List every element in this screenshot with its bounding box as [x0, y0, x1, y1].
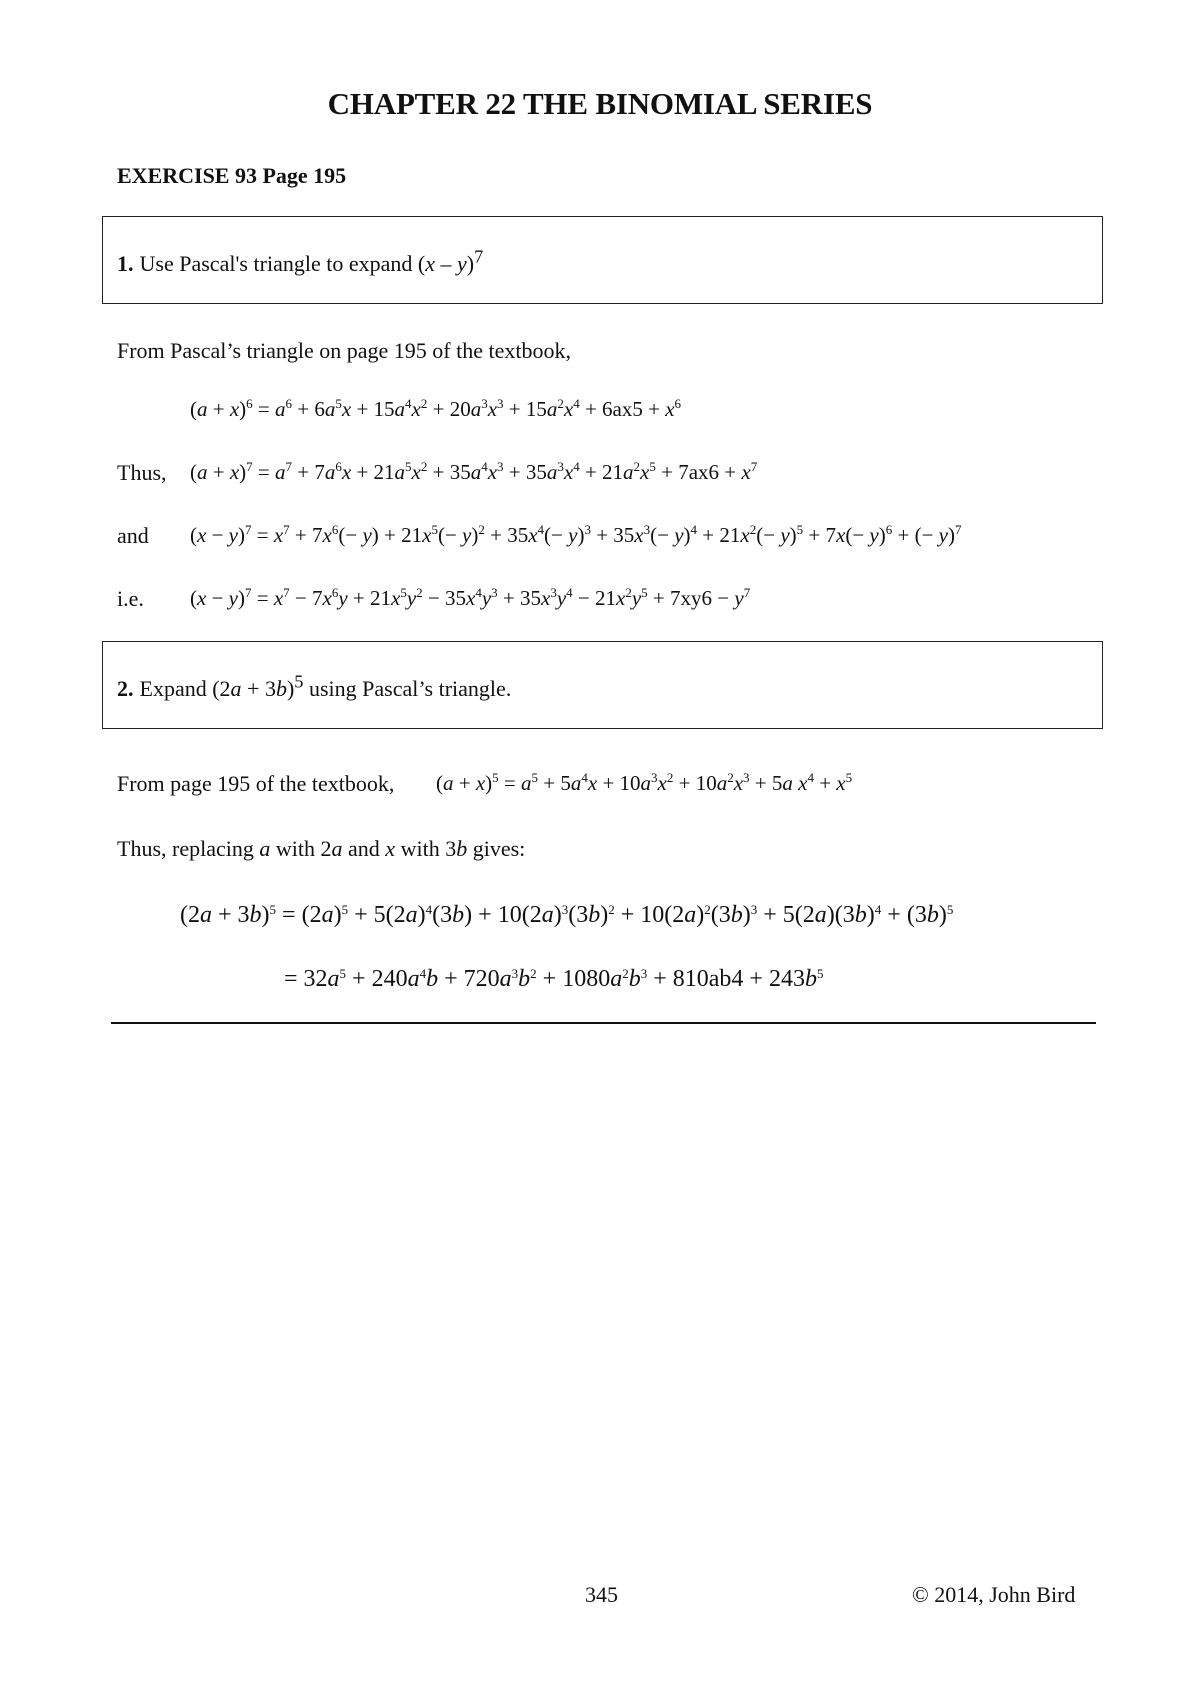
end-rule [111, 1022, 1096, 1024]
question-1-box [102, 216, 1103, 304]
equation-a-plus-x-5: $(a + x)^5 = a^5 + 5a^4x + 10a^3x^2 + 10a^2x^3 + 5a$ $x^4 + x^5$ [436, 770, 853, 795]
chapter-title: CHAPTER 22 THE BINOMIAL SERIES [327, 86, 873, 121]
question-number: 2. [117, 676, 134, 702]
exercise-label: EXERCISE 93 Page 195 [117, 163, 347, 188]
question-number: 1. [117, 251, 134, 277]
equation-x-minus-y-7-expanded: $(x - y)^7 = x^7 + 7x^6(- y) + 21x^5(- y)^2 + 35x^4(- y)^3 + 35x^3(- y)^4 + 21x^2(- y)^5 + 7x(- y)^6$ + (− y)$^7$ [190, 522, 962, 547]
label-thus: Thus, [117, 460, 167, 485]
equation-a-plus-x-6: $(a + x)^6 = a^6 + 6a^5x + 15a^4x^2 + 20a^3x^3 + 15a^2x^4 + 6ax5 + x^6$ [190, 396, 682, 421]
question-1-text [117, 247, 483, 277]
equation-x-minus-y-7-result: $(x - y)^7 = x^7 - 7x^6y + 21x^5y^2 - 35x^4y^3 + 35x^3y^4 - 21x^2y^5 + 7xy6 - y^7$ [190, 585, 751, 610]
label-and: and [117, 523, 149, 548]
solution-1-intro: From Pascal’s triangle on page 195 of the textbook, [117, 338, 571, 363]
equation-2a-plus-3b-5-result: = $32a^5 + 240a^4b + 720a^3b^2 + 1080a^2b^3 + 810ab4 + 243b^5$ [284, 966, 824, 992]
page-number: 345 [585, 1582, 618, 1607]
label-ie: i.e. [117, 586, 144, 611]
equation-a-plus-x-7: $(a + x)^7 = a^7 + 7a^6x + 21a^5x^2 + 35a^4x^3 + 35a^3x^4 + 21a^2x^5 + 7ax6 + x^7$ [190, 459, 758, 484]
question-2-text [117, 672, 511, 702]
question-2-box [102, 641, 1103, 729]
copyright: © 2014, John Bird [912, 1582, 1076, 1607]
equation-2a-plus-3b-5-expanded: $(2a + 3b)^5 = (2a)^5 + 5(2a)^4(3b) + 10(2a)^3(3b)^2 + 10(2a)^2(3b)^3 + 5(2a)(3b)^4 + (3b)^5$ [180, 902, 954, 928]
solution-2-replacing: Thus, replacing a with 2a and x with 3b gives: [117, 836, 526, 861]
question-body: Use Pascal's triangle to expand (x – y)$^7$ [139, 247, 484, 277]
question-body: Expand $(2a + 3b)^5$ using Pascal’s triangle. [139, 672, 512, 702]
solution-2-intro: From page 195 of the textbook, [117, 771, 395, 796]
